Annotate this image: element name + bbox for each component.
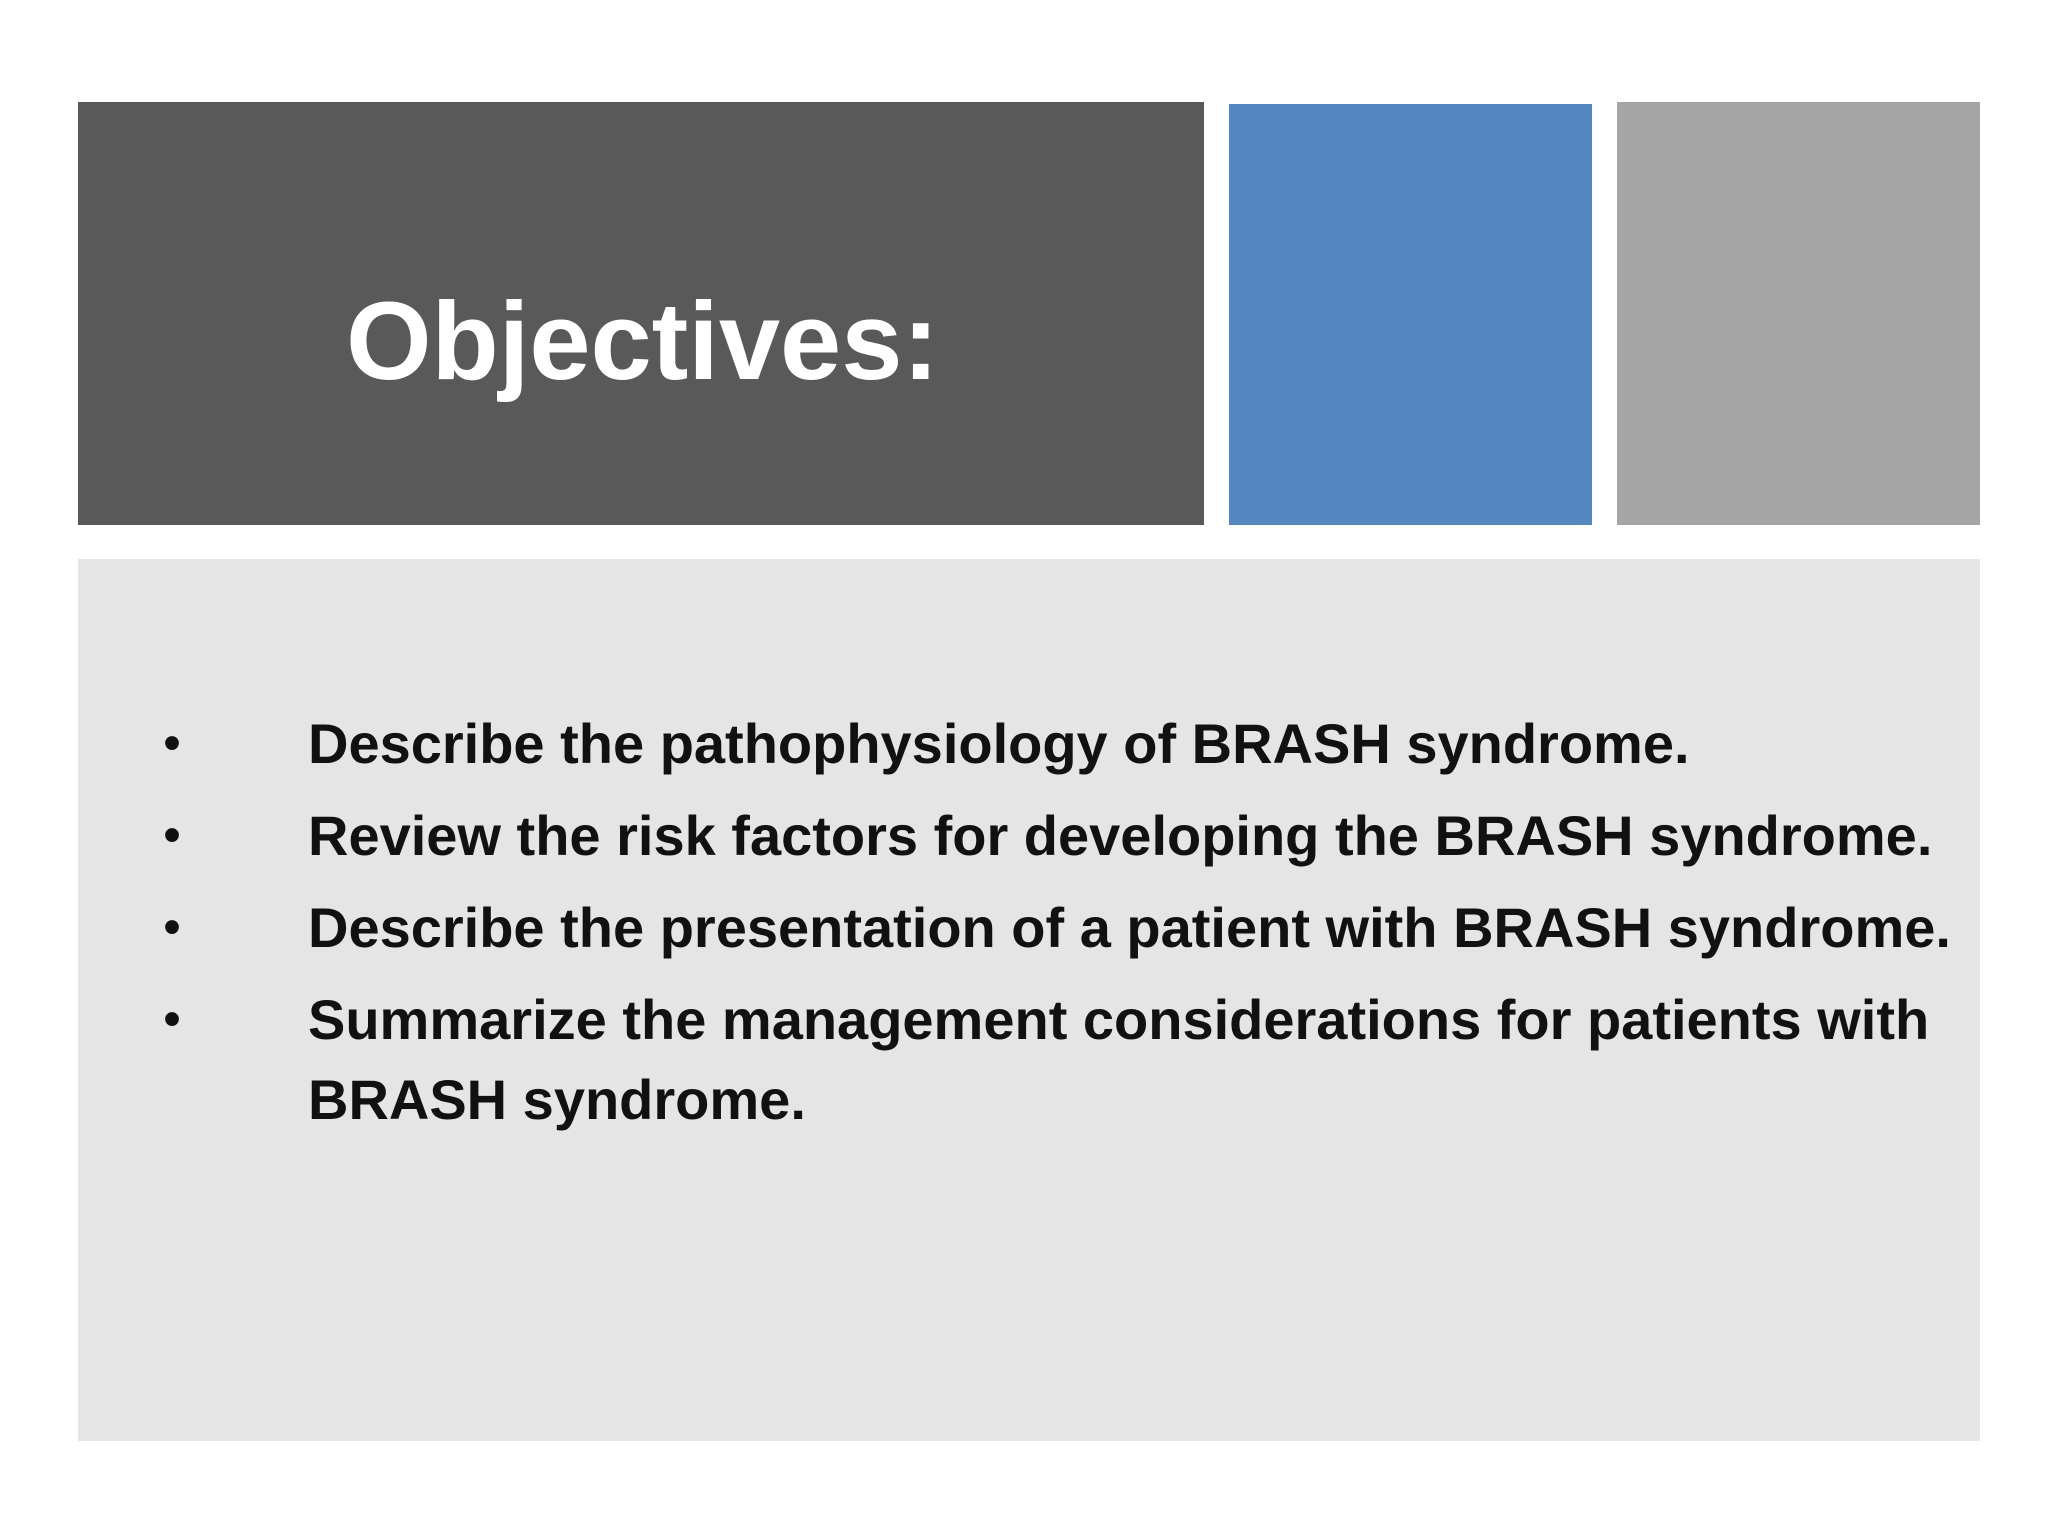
list-item-text: Describe the pathophysiology of BRASH syndrome.	[308, 712, 1690, 775]
bullet-icon: •	[163, 717, 181, 770]
list-item	[152, 796, 1952, 876]
accent-block-blue	[1229, 104, 1592, 525]
bullet-icon: •	[163, 901, 181, 954]
bullet-icon: •	[163, 993, 181, 1046]
accent-block-gray	[1617, 102, 1980, 525]
list-item	[152, 704, 1952, 784]
list-item-text: Review the risk factors for developing the BRASH syndrome.	[308, 804, 1933, 867]
list-item-text: Describe the presentation of a patient with BRASH syndrome.	[308, 896, 1951, 959]
list-item	[152, 888, 1952, 968]
title-block	[78, 102, 1204, 525]
objectives-list	[152, 704, 1952, 1152]
list-item-text: Summarize the management considerations for patients with BRASH syndrome.	[308, 988, 1930, 1131]
bullet-icon: •	[163, 809, 181, 862]
slide-title: Objectives:	[346, 280, 940, 403]
content-panel	[78, 559, 1980, 1441]
list-item	[152, 980, 1952, 1140]
